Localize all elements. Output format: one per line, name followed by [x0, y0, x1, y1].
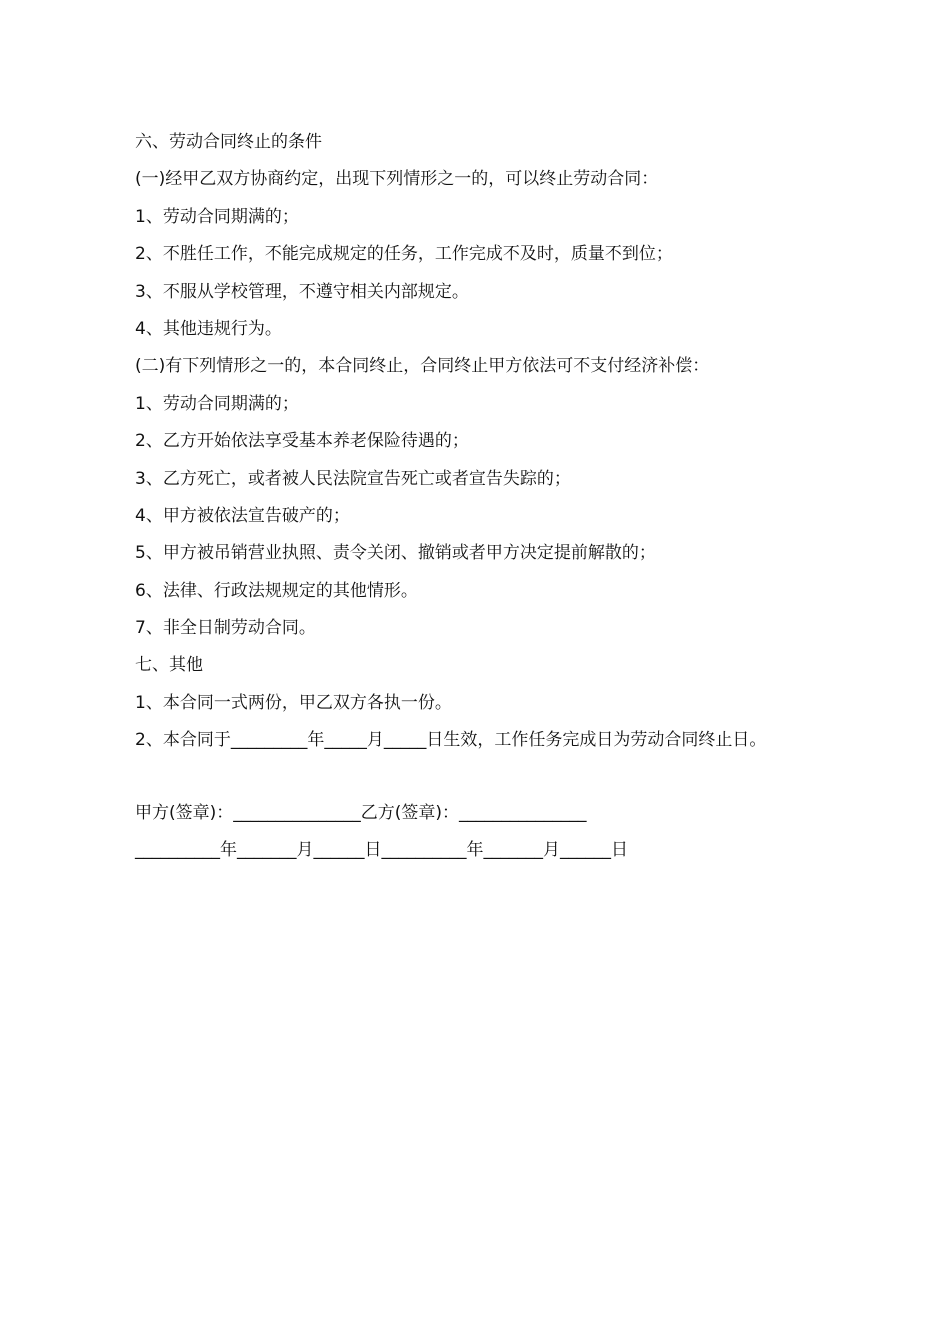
signature-parties-line: 甲方(签章)：_______________乙方(签章)：_______________ [135, 802, 587, 823]
other-item-1: 1、本合同一式两份，甲乙双方各执一份。 [135, 692, 452, 713]
clause-2-item-1: 1、劳动合同期满的； [135, 393, 299, 414]
clause-2-item-3: 3、乙方死亡，或者被人民法院宣告死亡或者宣告失踪的； [135, 468, 571, 489]
clause-2-intro: (二)有下列情形之一的，本合同终止，合同终止甲方依法可不支付经济补偿： [135, 356, 710, 377]
section-heading-termination: 六、劳动合同终止的条件 [135, 132, 322, 152]
clause-1-item-1: 1、劳动合同期满的； [135, 206, 299, 227]
clause-2-item-4: 4、甲方被依法宣告破产的； [135, 505, 350, 526]
clause-1-item-3: 3、不服从学校管理，不遵守相关内部规定。 [135, 281, 469, 302]
signature-date-line: __________年_______月______日__________年_______月______日 [135, 840, 628, 861]
clause-1-item-2: 2、不胜任工作，不能完成规定的任务，工作完成不及时，质量不到位； [135, 244, 673, 265]
clause-2-item-7: 7、非全日制劳动合同。 [135, 618, 316, 639]
section-heading-other: 七、其他 [135, 655, 203, 676]
clause-1-item-4: 4、其他违规行为。 [135, 318, 282, 339]
contract-body [135, 124, 925, 869]
spacer [135, 760, 925, 795]
clause-1-intro: (一)经甲乙双方协商约定，出现下列情形之一的，可以终止劳动合同： [135, 169, 659, 190]
other-item-2: 2、本合同于_________年_____月_____日生效，工作任务完成日为劳动合同终止日。 [135, 730, 767, 751]
clause-2-item-5: 5、甲方被吊销营业执照、责令关闭、撤销或者甲方决定提前解散的； [135, 543, 656, 564]
clause-2-item-2: 2、乙方开始依法享受基本养老保险待遇的； [135, 431, 469, 452]
clause-2-item-6: 6、法律、行政法规规定的其他情形。 [135, 580, 418, 601]
